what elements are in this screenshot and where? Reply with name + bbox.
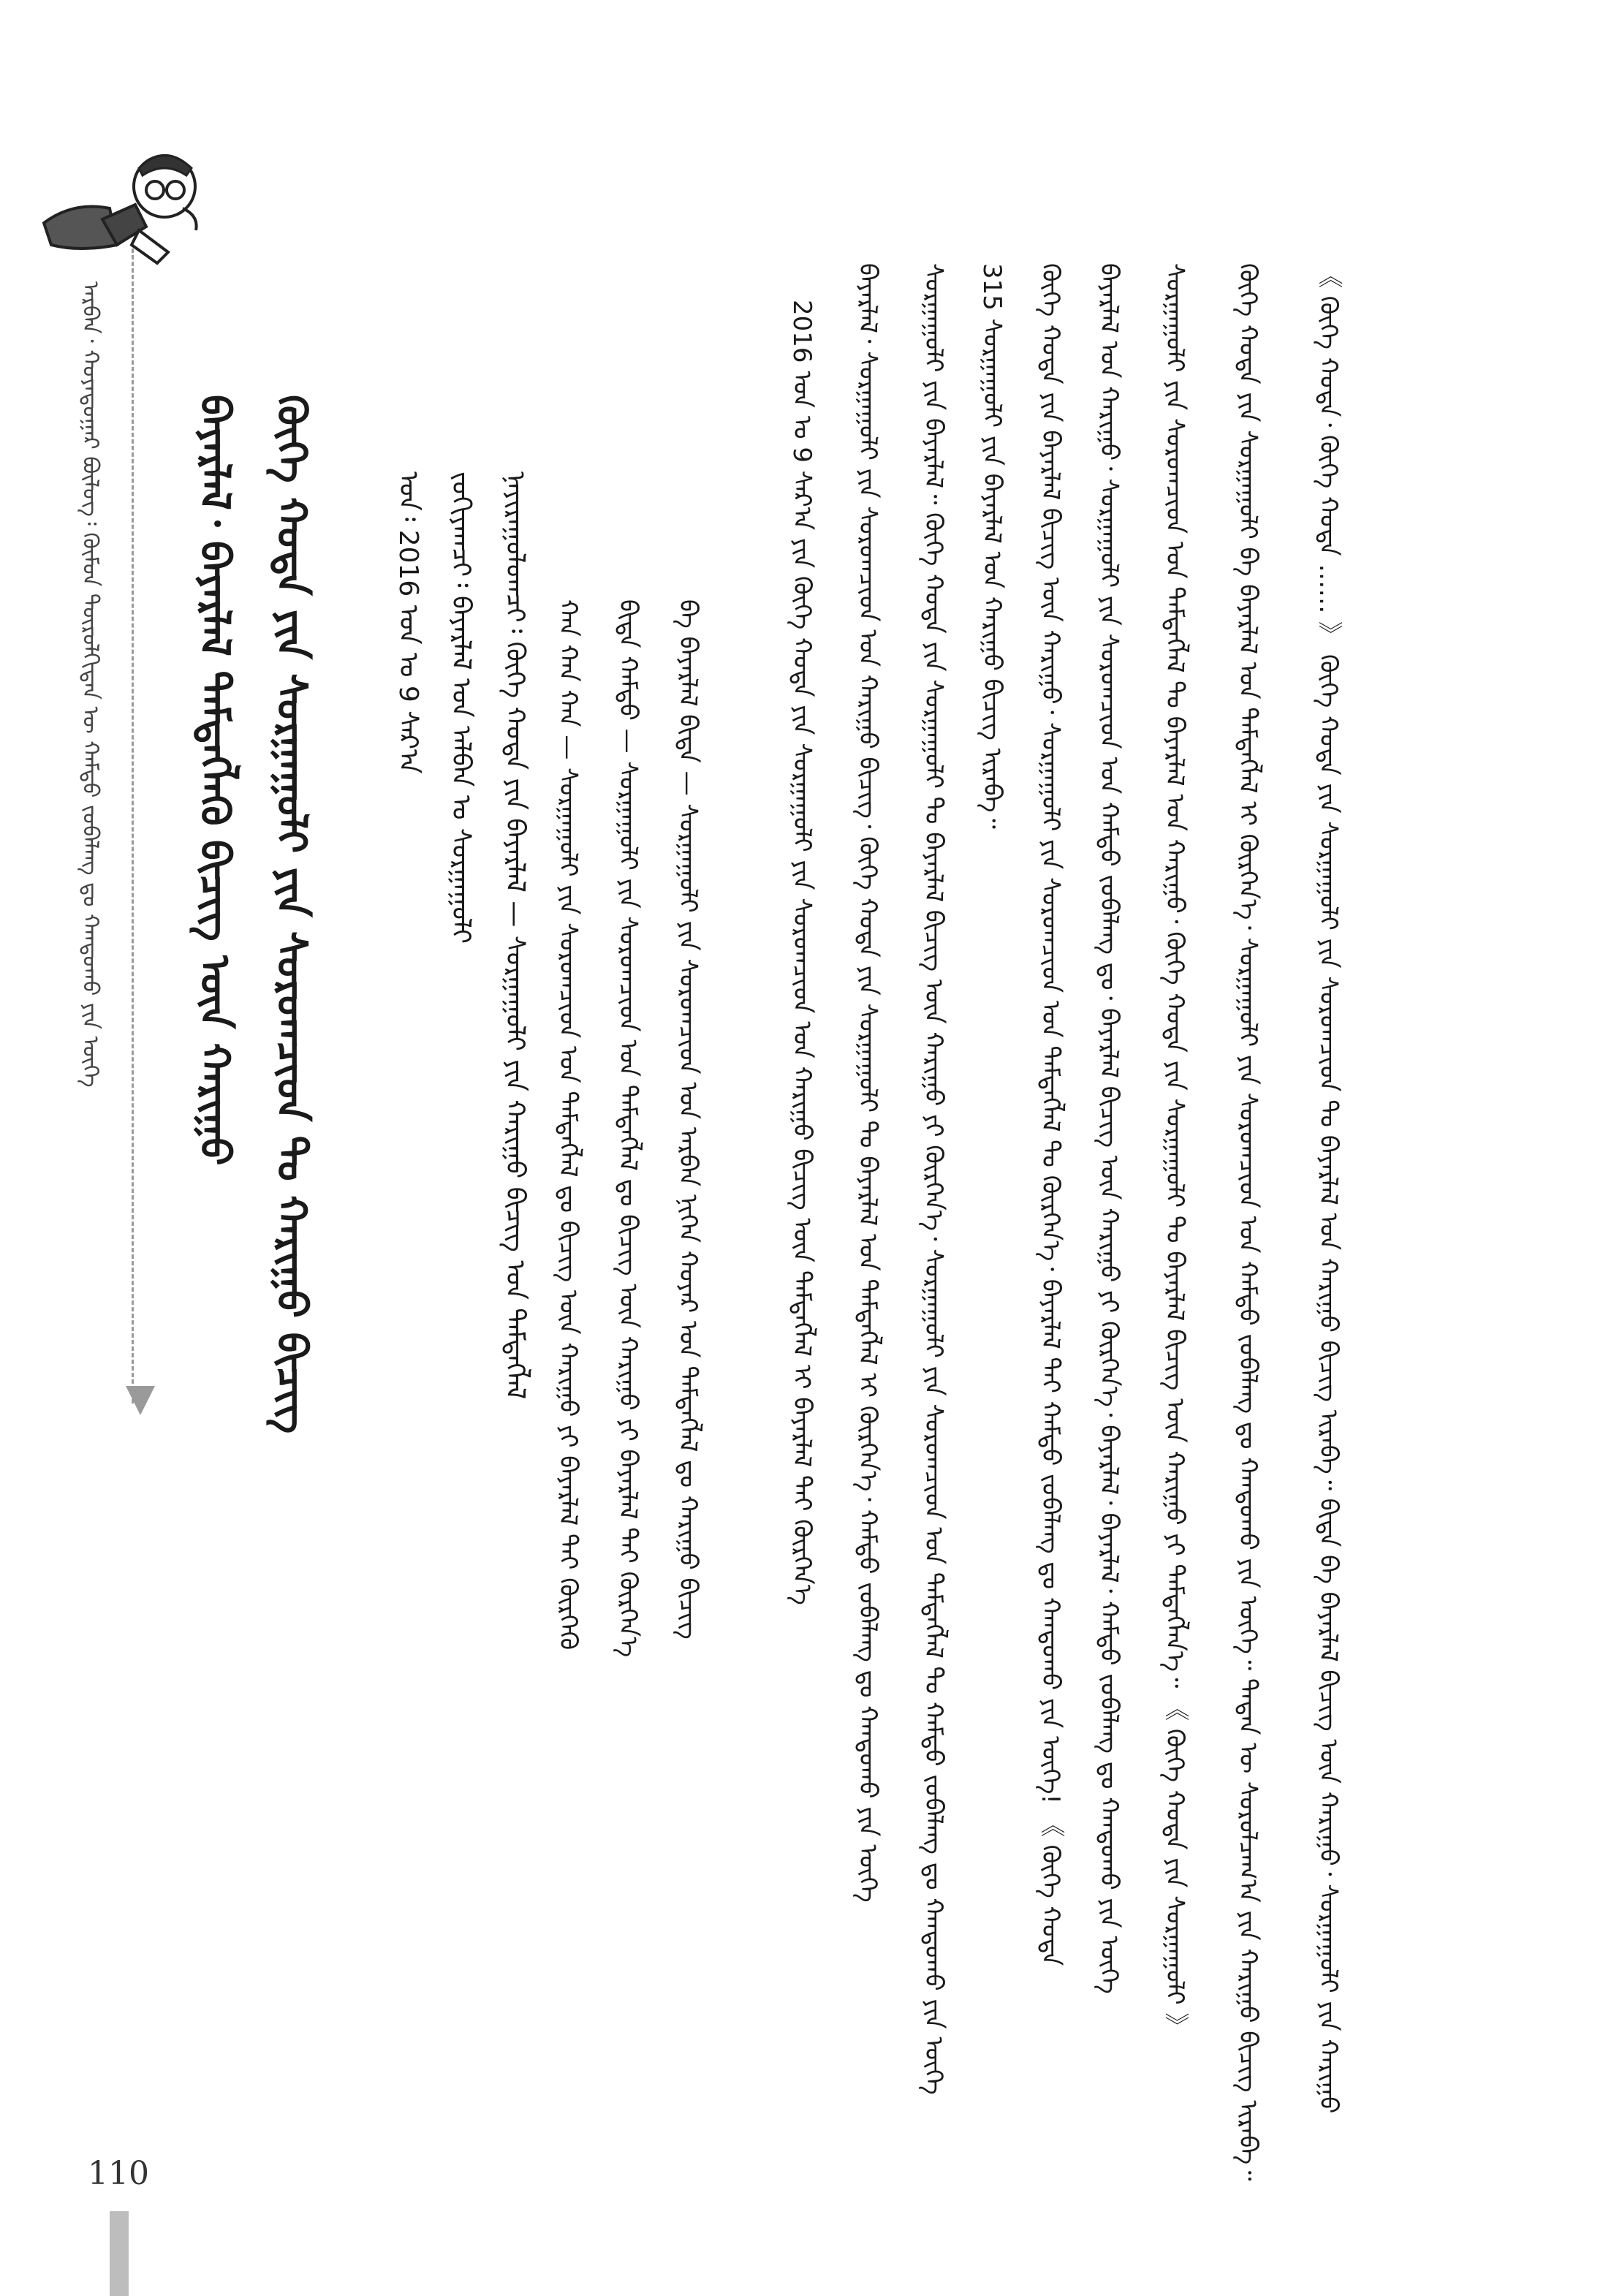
body-line: 2016 ᠣᠨ ᠤ 9 ᠰᠠᠷ᠎ᠠ ᠶᠢᠨ ᠬᠥᠬᠡ ᠬᠣᠲᠠ ᠶᠢᠨ ᠰᠤᠷᠭᠠᠭᠤᠯᠢ ᠶᠢᠨ ᠰᠤᠷᠤᠭᠴᠢᠳ ᠤᠨ ᠬᠠᠷᠢᠭᠤ ᠪᠢᠴᠢᠭ ᠦᠨ ᠲᠡᠮᠳᠡᠭᠯᠡᠯ ᠢ ᠪᠠᠶᠠᠷᠯᠠᠯ ᠲᠠᠢ ᠬᠦᠷᠭᠡᠨ᠎ᠡ	[787, 300, 817, 1605]
body-line: ᠪᠠᠶᠠᠷᠯᠠᠯ ᠤᠨ ᠬᠠᠷᠢᠭᠤ᠂ ᠰᠤᠷᠭᠠᠭᠤᠯᠢ ᠶᠢᠨ ᠰᠤᠷᠤᠭᠴᠢᠳ ᠤᠨ ᠬᠠᠮᠲᠤ ᠵᠣᠪᠠᠯᠠᠩ ᠳᠤ᠂ ᠪᠠᠶᠠᠷᠯᠠᠯ ᠪᠢᠴᠢᠭ ᠦᠨ ᠬᠠᠷᠢᠭᠤ ᠶᠢ ᠬᠦᠷᠭᠡᠨ᠎ᠡ᠂ ᠪᠠᠶᠠᠷᠯᠠᠯ᠂ ᠪᠠᠶᠠᠷᠯᠠᠯ᠂ ᠬᠠᠮᠲᠤ ᠵᠣᠪᠠᠯᠠᠩ ᠳᠤ ᠬᠠᠨᠳᠤᠬᠤ ᠶᠢᠨ ᠦᠭᠡ	[1094, 263, 1124, 1994]
body-line: 315 ᠰᠤᠷᠭᠠᠭᠤᠯᠢ ᠶᠢᠨ ᠪᠠᠶᠠᠷᠯᠠᠯ ᠤᠨ ᠬᠠᠷᠢᠭᠤ ᠪᠢᠴᠢᠭ ᠢᠷᠡᠪᠡ᠃	[977, 263, 1007, 829]
running-head: ᠠᠷᠪᠠᠨ᠂ ᠬᠣᠶᠠᠳᠤᠭᠠᠷ ᠪᠦᠯᠦᠭ᠄ ᠬᠦᠮᠦᠨ ᠲᠥᠷᠦᠯᠬᠢᠲᠡᠨ ᠦ ᠬᠠᠮᠲᠤ ᠵᠣᠪᠠᠯᠠᠩ ᠳᠤ ᠬᠠᠨᠳᠤᠬᠤ ᠶᠢᠨ ᠦᠭᠡ	[77, 281, 103, 1088]
meta-author: ᠵᠣᠬᠢᠶᠠᠭᠴᠢ᠄ ᠪᠠᠶᠠᠷᠯᠠᠯ ᠤᠨ ᠠᠯᠪᠠᠨ ᠤ ᠰᠤᠷᠭᠠᠭᠤᠯᠢ	[446, 471, 476, 944]
title-line-2: ᠬᠥᠬᠡ ᠬᠣᠲᠠ ᠶᠢᠨ ᠰᠤᠷᠭᠠᠭᠤᠯᠢ ᠶᠢᠨ ᠰᠤᠷᠤᠭᠴᠢᠳ ᠲᠤ ᠬᠠᠷᠢᠭᠤ ᠪᠢᠴᠢᠭ	[268, 395, 315, 1434]
page-edge-bar	[110, 2211, 129, 2296]
meta-editor: ᠨᠠᠶᠢᠷᠠᠭᠤᠯᠤᠭᠴᠢ᠄ ᠬᠥᠬᠡ ᠬᠣᠲᠠ ᠶᠢᠨ ᠪᠠᠶᠠᠷᠯᠠᠯ — ᠰᠤᠷᠭᠠᠭᠤᠯᠢ ᠶᠢᠨ ᠬᠠᠷᠢᠭᠤ ᠪᠢᠴᠢᠭ ᠤᠨ ᠲᠡᠮᠳᠡᠭᠯᠡᠯ	[500, 471, 530, 1400]
poem-line: ᠬᠠᠨ ᠬᠠᠨ ᠬᠠᠨ — ᠰᠤᠷᠭᠠᠭᠤᠯᠢ ᠶᠢᠨ ᠰᠤᠷᠤᠭᠴᠢᠳ ᠤᠨ ᠲᠡᠮᠳᠡᠭᠯᠡᠯ ᠳᠤ ᠪᠢᠴᠢᠭ ᠦᠨ ᠬᠠᠷᠢᠭᠤ ᠶᠢ ᠪᠠᠶᠠᠷᠯᠠᠯ ᠲᠠᠢ ᠬᠦᠷᠭᠡᠬᠦ	[553, 599, 583, 1651]
title-line-1: ᠪᠠᠶᠠᠷᠯᠠᠯ᠂ ᠪᠠᠶᠠᠷᠯᠠᠯ ᠲᠡᠮᠳᠡᠭᠯᠡᠬᠦ ᠪᠢᠴᠢᠭ ᠦᠨ ᠬᠠᠷᠢᠭᠤ	[191, 395, 238, 1166]
body-line: ᠪᠠᠶᠠᠷᠯᠠᠯ᠂ ᠰᠤᠷᠭᠠᠭᠤᠯᠢ ᠶᠢᠨ ᠰᠤᠷᠤᠭᠴᠢᠳ ᠤᠨ ᠬᠠᠷᠢᠭᠤ ᠪᠢᠴᠢᠭ᠂ ᠬᠥᠬᠡ ᠬᠣᠲᠠ ᠶᠢᠨ ᠰᠤᠷᠭᠠᠭᠤᠯᠢ ᠲᠤ ᠪᠠᠶᠠᠷᠯᠠᠯ ᠤᠨ ᠲᠡᠮᠳᠡᠭᠯᠡᠯ ᠢ ᠬᠦᠷᠭᠡᠨ᠎ᠡ᠂ ᠬᠠᠮᠲᠤ ᠵᠣᠪᠠᠯᠠᠩ ᠳᠤ ᠬᠠᠨᠳᠤᠬᠤ ᠶᠢᠨ ᠦᠭᠡ	[853, 263, 882, 1903]
poem-line: ᠪᠠ ᠪᠠᠶᠠᠷᠯᠠᠯ ᠪᠢᠳᠡ — ᠰᠤᠷᠭᠠᠭᠤᠯᠢ ᠶᠢᠨ ᠰᠤᠷᠤᠭᠴᠢᠳ ᠤᠨ ᠠᠷᠪᠠᠨ ᠨᠢᠭᠡᠨ ᠬᠣᠶᠠᠷ ᠤᠨ ᠲᠡᠮᠳᠡᠭᠯᠡᠯ ᠳᠤ ᠬᠠᠷᠢᠭᠤ ᠪᠢᠴᠢᠭ	[673, 599, 702, 1640]
divider-arrow-icon	[126, 1386, 155, 1415]
body-line: ᠬᠥᠬᠡ ᠬᠣᠲᠠ ᠶᠢᠨ ᠰᠤᠷᠭᠠᠭᠤᠯᠢ ᠪᠠ ᠪᠠᠶᠠᠷᠯᠠᠯ ᠤᠨ ᠲᠡᠮᠳᠡᠭᠯᠡᠯ ᠢ ᠬᠦᠷᠭᠡᠨ᠎ᠡ᠂ ᠰᠤᠷᠭᠠᠭᠤᠯᠢ ᠶᠢᠨ ᠰᠤᠷᠤᠭᠴᠢᠳ ᠤᠨ ᠬᠠᠮᠲᠤ ᠵᠣᠪᠠᠯᠠᠩ ᠳᠤ ᠬᠠᠨᠳᠤᠬᠤ ᠶᠢᠨ ᠦᠭᠡ᠃ ᠲᠡᠳᠡᠨ ᠦ ᠰᠤᠷᠤᠯᠴᠠᠭ᠎ᠠ ᠶᠢᠨ ᠬᠠᠷᠢᠭᠤ ᠪᠢᠴᠢᠭ ᠢᠷᠡᠪᠡ᠃	[1233, 263, 1262, 2181]
body-line: ᠰᠤᠷᠭᠠᠭᠤᠯᠢ ᠶᠢᠨ ᠪᠠᠶᠠᠷᠯᠠᠯ᠃ ᠬᠥᠬᠡ ᠬᠣᠲᠠ ᠶᠢᠨ ᠰᠤᠷᠭᠠᠭᠤᠯᠢ ᠲᠤ ᠪᠠᠶᠠᠷᠯᠠᠯ ᠪᠢᠴᠢᠭ ᠦᠨ ᠬᠠᠷᠢᠭᠤ ᠶᠢ ᠬᠦᠷᠭᠡᠨ᠎ᠡ᠂ ᠰᠤᠷᠭᠠᠭᠤᠯᠢ ᠶᠢᠨ ᠰᠤᠷᠤᠭᠴᠢᠳ ᠤᠨ ᠲᠡᠮᠳᠡᠭᠯᠡᠯ ᠲᠤ ᠬᠠᠮᠲᠤ ᠵᠣᠪᠠᠯᠠᠩ ᠳᠤ ᠬᠠᠨᠳᠤᠬᠤ ᠶᠢᠨ ᠦᠭᠡ	[919, 263, 948, 2095]
meta-date: ᠣᠨ᠄ 2016 ᠣᠨ ᠤ 9 ᠰᠠᠷ᠎ᠠ	[393, 471, 423, 774]
mascot-illustration	[29, 135, 205, 274]
body-line: 《 ᠬᠥᠬᠡ ᠬᠣᠲᠠ᠂ ᠬᠥᠬᠡ ᠬᠣᠲᠠ …… 》 ᠬᠥᠬᠡ ᠬᠣᠲᠠ ᠶᠢᠨ ᠰᠤᠷᠭᠠᠭᠤᠯᠢ ᠶᠢᠨ ᠰᠤᠷᠤᠭᠴᠢᠳ ᠲᠤ ᠪᠠᠶᠠᠷᠯᠠᠯ ᠤᠨ ᠬᠠᠷᠢᠭᠤ ᠪᠢᠴᠢᠭ ᠢᠷᠡᠪᠡ᠃ ᠪᠢᠳᠡ ᠪᠠ ᠪᠠᠶᠠᠷᠯᠠᠯ ᠪᠢᠴᠢᠭ ᠦᠨ ᠬᠠᠷᠢᠭᠤ᠂ ᠰᠤᠷᠭᠠᠭᠤᠯᠢ ᠶᠢᠨ ᠬᠠᠷᠢᠭᠤ	[1314, 263, 1343, 2114]
body-line: ᠬᠥᠬᠡ ᠬᠣᠲᠠ ᠶᠢᠨ ᠪᠠᠶᠠᠷᠯᠠᠯ ᠪᠢᠴᠢᠭ ᠦᠨ ᠬᠠᠷᠢᠭᠤ᠂ ᠰᠤᠷᠭᠠᠭᠤᠯᠢ ᠶᠢᠨ ᠰᠤᠷᠤᠭᠴᠢᠳ ᠤᠨ ᠲᠡᠮᠳᠡᠭᠯᠡᠯ ᠲᠤ ᠬᠦᠷᠭᠡᠨ᠎ᠡ᠂ ᠪᠠᠶᠠᠷᠯᠠᠯ ᠲᠠᠢ ᠬᠠᠮᠲᠤ ᠵᠣᠪᠠᠯᠠᠩ ᠳᠤ ᠬᠠᠨᠳᠤᠬᠤ ᠶᠢᠨ ᠦᠭᠡ! 《 ᠬᠥᠬᠡ ᠬᠣᠲᠠ	[1036, 263, 1065, 1966]
poem-line: ᠪᠢᠳᠡ ᠬᠠᠮᠲᠤ — ᠰᠤᠷᠭᠠᠭᠤᠯᠢ ᠶᠢᠨ ᠰᠤᠷᠤᠭᠴᠢᠳ ᠤᠨ ᠲᠡᠮᠳᠡᠭᠯᠡᠯ ᠳᠤ ᠪᠢᠴᠢᠭ ᠦᠨ ᠬᠠᠷᠢᠭᠤ ᠶᠢ ᠪᠠᠶᠠᠷᠯᠠᠯ ᠲᠠᠢ ᠬᠦᠷᠭᠡᠨ᠎ᠡ	[613, 599, 643, 1658]
page-number: 110	[88, 2155, 149, 2192]
running-head-divider	[132, 249, 134, 1403]
body-line: ᠰᠤᠷᠭᠠᠭᠤᠯᠢ ᠶᠢᠨ ᠰᠤᠷᠤᠭᠴᠢᠳ ᠤᠨ ᠲᠡᠮᠳᠡᠭᠯᠡᠯ ᠲᠤ ᠪᠠᠶᠠᠷᠯᠠᠯ ᠤᠨ ᠬᠠᠷᠢᠭᠤ᠂ ᠬᠥᠬᠡ ᠬᠣᠲᠠ ᠶᠢᠨ ᠰᠤᠷᠭᠠᠭᠤᠯᠢ ᠲᠤ ᠪᠠᠶᠠᠷᠯᠠᠯ ᠪᠢᠴᠢᠭ ᠦᠨ ᠬᠠᠷᠢᠭᠤ ᠶᠢ ᠲᠡᠮᠳᠡᠭᠯᠡᠨ᠎ᠡ᠃ 《 ᠬᠥᠬᠡ ᠬᠣᠲᠠ ᠶᠢᠨ ᠰᠤᠷᠭᠠᠭᠤᠯᠢ 》	[1160, 263, 1189, 2038]
